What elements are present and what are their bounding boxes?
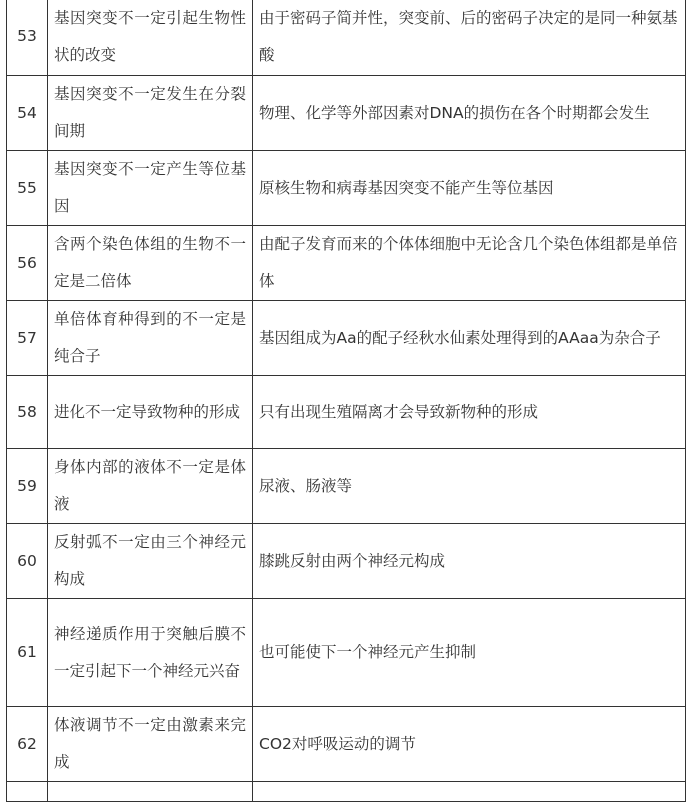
table-row (7, 0, 686, 76)
row-number: 57 (7, 301, 48, 376)
explanation-cell: 基因组成为Aa的配子经秋水仙素处理得到的AAaa为杂合子 (253, 301, 686, 376)
row-number: 55 (7, 151, 48, 226)
statement-cell: 单倍体育种得到的不一定是纯合子 (48, 301, 253, 376)
table-row (7, 707, 686, 782)
explanation-cell: 也可能使下一个神经元产生抑制 (253, 599, 686, 707)
empty-cell (7, 782, 48, 802)
statement-cell: 身体内部的液体不一定是体液 (48, 449, 253, 524)
statement-cell: 进化不一定导致物种的形成 (48, 376, 253, 449)
table-row (7, 524, 686, 599)
table-row (7, 449, 686, 524)
explanation-cell: 膝跳反射由两个神经元构成 (253, 524, 686, 599)
table-row (7, 599, 686, 707)
table-row (7, 376, 686, 449)
row-number: 62 (7, 707, 48, 782)
explanation-cell: 由于密码子简并性，突变前、后的密码子决定的是同一种氨基酸 (253, 0, 686, 76)
statement-cell: 体液调节不一定由激素来完成 (48, 707, 253, 782)
table-row (7, 76, 686, 151)
explanation-cell: 原核生物和病毒基因突变不能产生等位基因 (253, 151, 686, 226)
empty-cell (253, 782, 686, 802)
explanation-cell: 只有出现生殖隔离才会导致新物种的形成 (253, 376, 686, 449)
statement-cell: 基因突变不一定引起生物性状的改变 (48, 0, 253, 76)
statement-cell: 含两个染色体组的生物不一定是二倍体 (48, 226, 253, 301)
row-number: 56 (7, 226, 48, 301)
explanation-cell: 物理、化学等外部因素对DNA的损伤在各个时期都会发生 (253, 76, 686, 151)
row-number: 61 (7, 599, 48, 707)
table-row (7, 151, 686, 226)
statement-cell: 基因突变不一定发生在分裂间期 (48, 76, 253, 151)
row-number: 54 (7, 76, 48, 151)
table-row (7, 301, 686, 376)
empty-cell (48, 782, 253, 802)
statement-cell: 反射弧不一定由三个神经元构成 (48, 524, 253, 599)
row-number: 53 (7, 0, 48, 76)
explanation-cell: 由配子发育而来的个体体细胞中无论含几个染色体组都是单倍体 (253, 226, 686, 301)
table-row (7, 226, 686, 301)
explanation-cell: 尿液、肠液等 (253, 449, 686, 524)
table-row-partial (7, 782, 686, 802)
facts-table-body (7, 0, 686, 802)
statement-cell: 神经递质作用于突触后膜不一定引起下一个神经元兴奋 (48, 599, 253, 707)
row-number: 58 (7, 376, 48, 449)
explanation-cell: CO2对呼吸运动的调节 (253, 707, 686, 782)
row-number: 60 (7, 524, 48, 599)
row-number: 59 (7, 449, 48, 524)
statement-cell: 基因突变不一定产生等位基因 (48, 151, 253, 226)
facts-table (6, 0, 686, 802)
